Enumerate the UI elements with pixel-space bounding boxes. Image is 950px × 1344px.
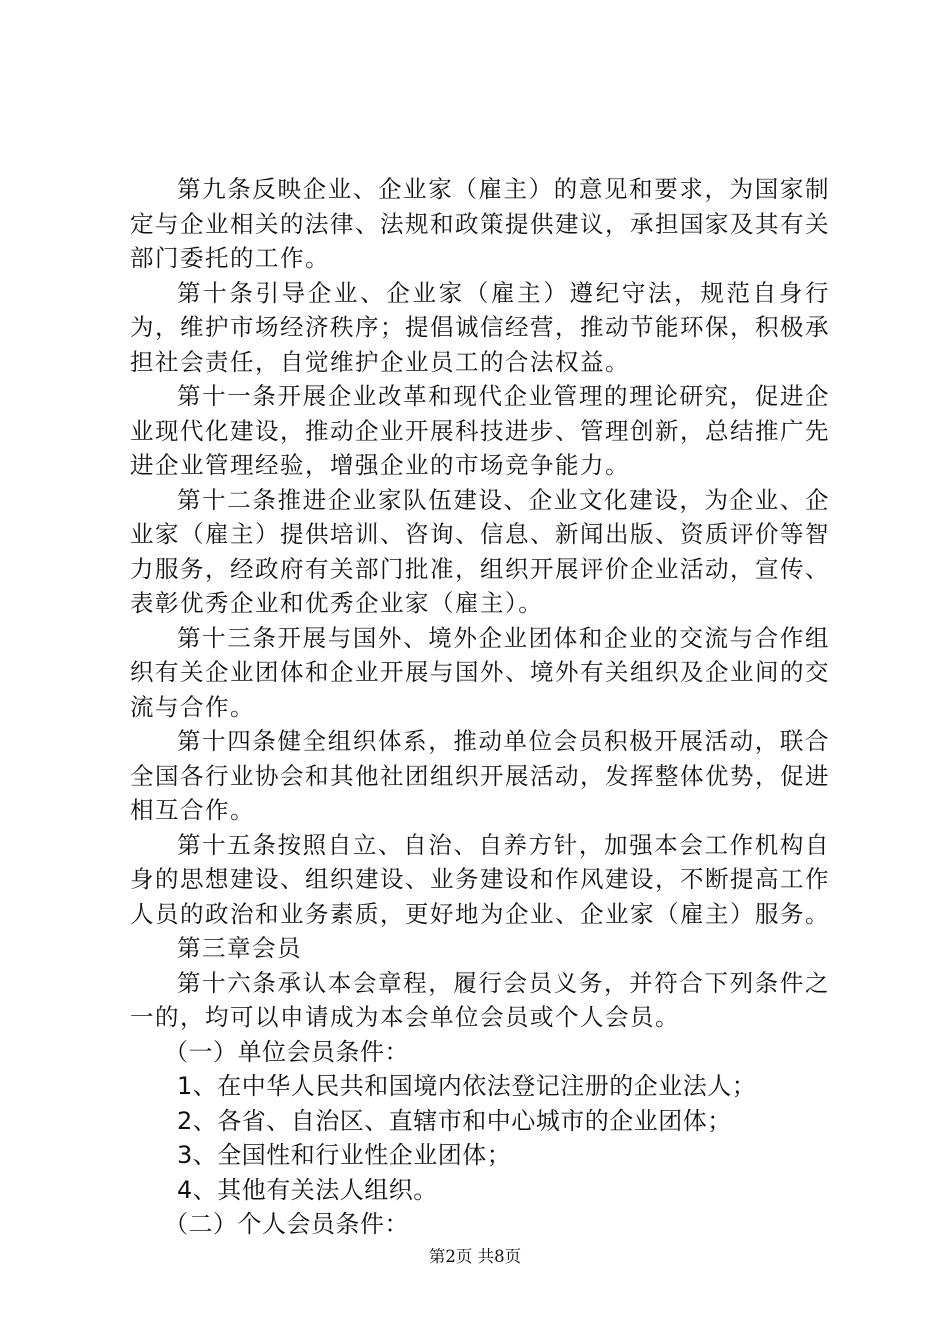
unit-member-item: 1、在中华人民共和国境内依法登记注册的企业法人； [177,1072,757,1100]
unit-member-item: 3、全国性和行业性企业团体； [177,1141,512,1169]
article-12-paragraph: 第十二条推进企业家队伍建设、企业文化建设，为企业、企业家（雇主）提供培训、咨询、信息、新闻出版、资质评价等智力服务，经政府有关部门批准，组织开展评价企业活动，宣传、表彰优秀企业和优秀企业家（雇主）。 [130,485,830,617]
unit-member-heading: （一）单位会员条件： [164,1037,409,1066]
article-10-paragraph: 第十条引导企业、企业家（雇主）遵纪守法，规范自身行为，维护市场经济秩序；提倡诚信经营，推动节能环保，积极承担社会责任，自觉维护企业员工的合法权益。 [130,278,830,376]
article-14-paragraph: 第十四条健全组织体系，推动单位会员积极开展活动，联合全国各行业协会和其他社团组织开展活动，发挥整体优势，促进相互合作。 [130,727,830,824]
article-13-paragraph: 第十三条开展与国外、境外企业团体和企业的交流与合作组织有关企业团体和企业开展与国外、境外有关组织及企业间的交流与合作。 [130,623,830,721]
page-number-footer: 第2页 共8页 [428,1247,522,1266]
document-body [130,172,830,1242]
article-9-paragraph: 第九条反映企业、企业家（雇主）的意见和要求，为国家制定与企业相关的法律、法规和政策提供建议，承担国家及其有关部门委托的工作。 [130,175,830,272]
article-11-paragraph: 第十一条开展企业改革和现代企业管理的理论研究，促进企业现代化建设，推动企业开展科技进步、管理创新，总结推广先进企业管理经验，增强企业的市场竞争能力。 [130,382,830,479]
unit-member-item: 2、各省、自治区、直辖市和中心城市的企业团体； [177,1106,732,1135]
individual-member-heading: （二）个人会员条件： [164,1210,409,1238]
unit-member-item: 4、其他有关法人组织。 [177,1175,438,1204]
article-16-paragraph: 第十六条承认本会章程，履行会员义务，并符合下列条件之一的，均可以申请成为本会单位会员或个人会员。 [130,968,830,1031]
article-15-paragraph: 第十五条按照自立、自治、自养方针，加强本会工作机构自身的思想建设、组织建设、业务建设和作风建设，不断提高工作人员的政治和业务素质，更好地为企业、企业家（雇主）服务。 [130,830,830,928]
chapter-3-heading: 第三章会员 [177,934,302,962]
